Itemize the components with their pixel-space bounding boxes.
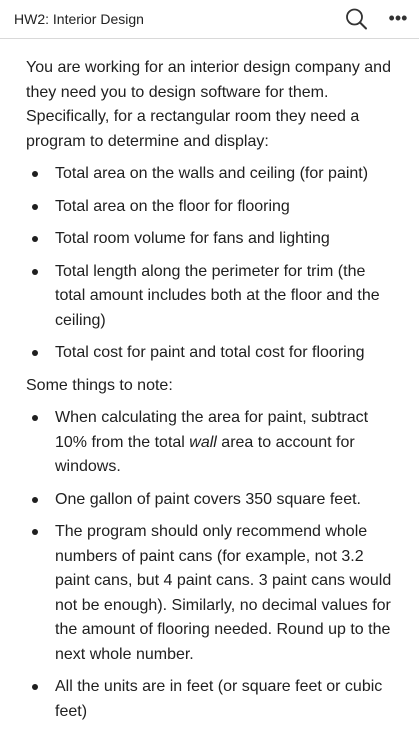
bullet-icon xyxy=(32,415,38,421)
bullet-icon xyxy=(32,236,38,242)
list-item: Total room volume for fans and lighting xyxy=(26,227,396,252)
bullet-icon xyxy=(32,350,38,356)
list-item: Total area on the floor for flooring xyxy=(26,195,396,220)
requirements-list xyxy=(26,162,396,366)
list-item: Total area on the walls and ceiling (for paint) xyxy=(26,162,396,187)
bullet-icon xyxy=(32,497,38,503)
bullet-icon xyxy=(32,171,38,177)
list-item: The program should only recommend whole numbers of paint cans (for example, not 3.2 paint cans, but 4 paint cans. 3 paint cans would not be enough). Similarly, no decimal values for the amount of flooring needed. Round up to the next whole number. xyxy=(26,520,396,667)
notes-heading: Some things to note: xyxy=(26,376,173,394)
notes-list xyxy=(26,406,396,724)
list-item: All the units are in feet (or square feet or cubic feet) xyxy=(26,675,396,724)
list-item: Total length along the perimeter for trim (the total amount includes both at the floor and the ceiling) xyxy=(26,260,396,334)
intro-paragraph: You are working for an interior design company and they need you to design software for them. Specifically, for a rectangular room they need a program to determine and display: xyxy=(26,59,391,150)
page-title: HW2: Interior Design xyxy=(14,11,144,27)
bullet-icon xyxy=(32,529,38,535)
bullet-icon xyxy=(32,684,38,690)
list-item: Total cost for paint and total cost for flooring xyxy=(26,341,396,366)
search-icon[interactable] xyxy=(344,7,370,31)
list-item: When calculating the area for paint, subtract 10% from the total wall area to account for windows. xyxy=(26,406,396,480)
top-bar xyxy=(0,0,419,39)
bullet-icon xyxy=(32,269,38,275)
list-item: One gallon of paint covers 350 square feet. xyxy=(26,488,396,513)
question-body xyxy=(26,56,396,732)
emphasis-text: wall xyxy=(189,433,217,451)
bullet-icon xyxy=(32,204,38,210)
more-options-icon[interactable]: ••• xyxy=(388,8,408,28)
